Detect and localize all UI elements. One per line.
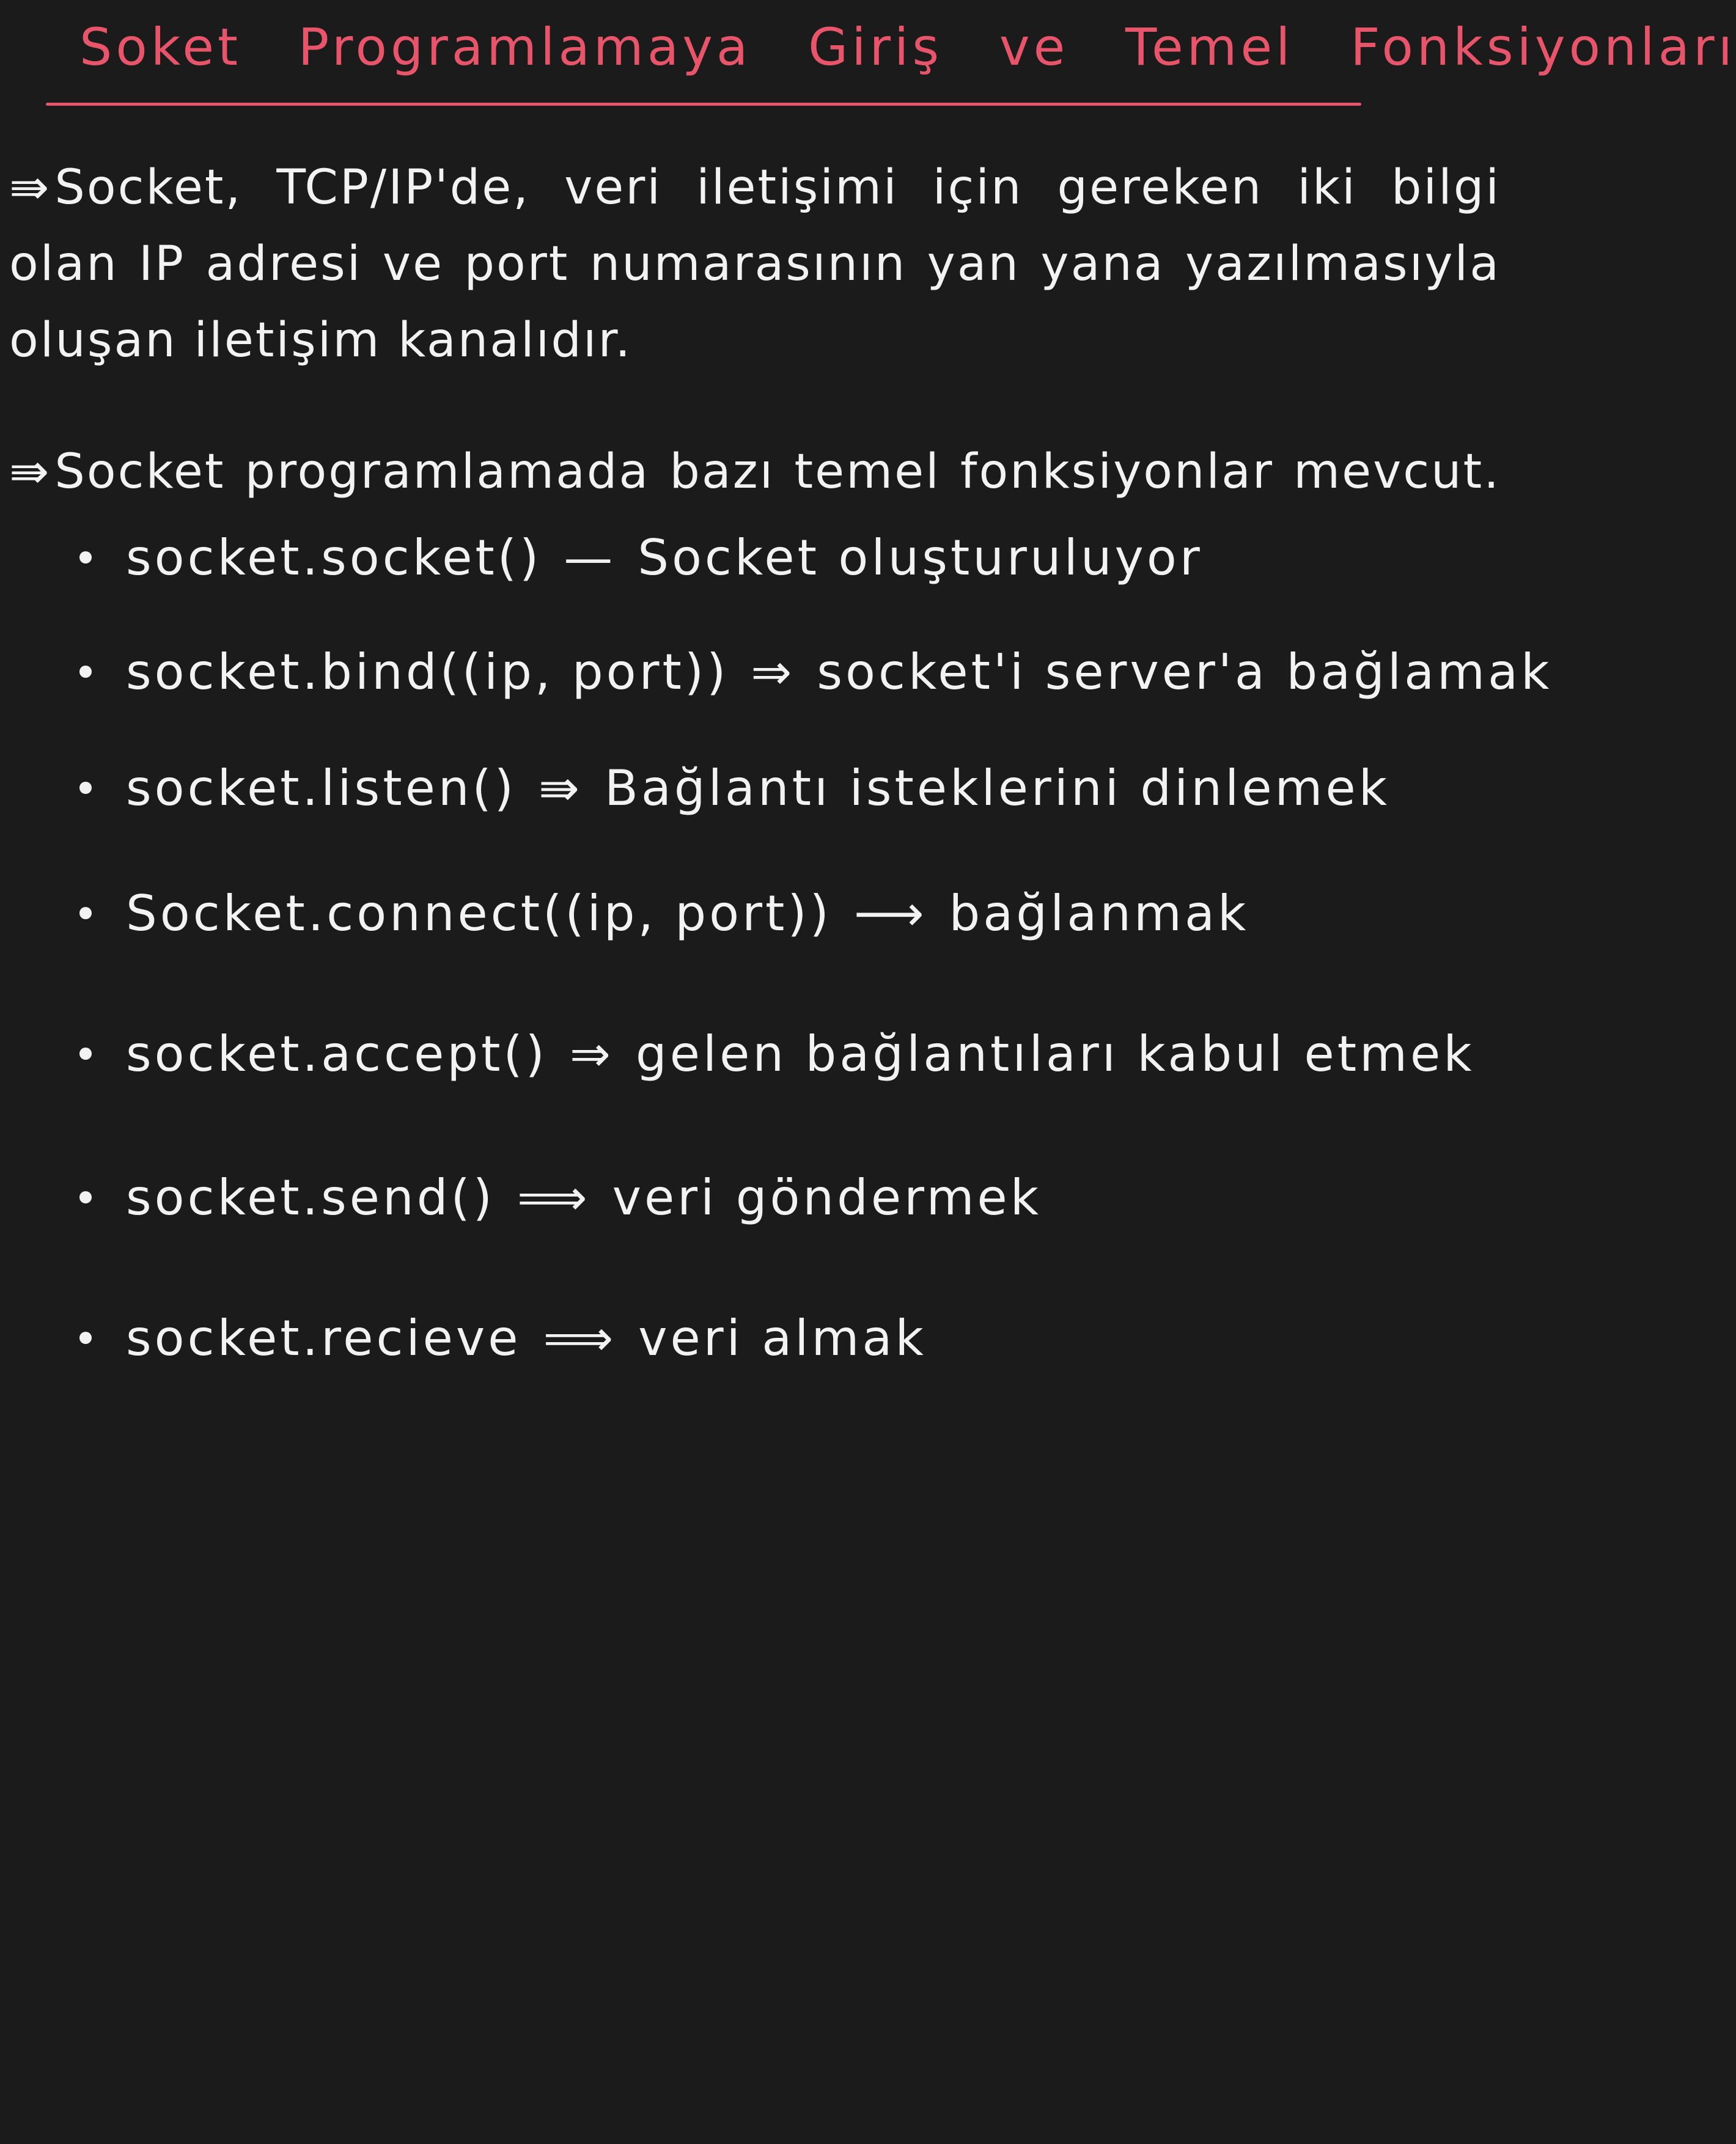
definition-line-3: oluşan iletişim kanalıdır. [9,313,633,368]
bullet-dot-icon [79,1048,92,1060]
bullet-dot-icon [79,782,92,794]
function-description: Socket oluşturuluyor [638,529,1203,586]
function-item-bind [79,639,1553,706]
function-item-send [79,1164,1498,1232]
functions-intro-paragraph [9,434,1501,510]
function-description: socket'i server'a bağlamak [817,644,1553,700]
dash-separator-icon: — [564,529,616,586]
functions-intro-line [9,434,1501,510]
socket-definition-paragraph [9,150,1501,379]
definition-line-1-text: Socket, TCP/IP'de, veri iletişimi için gereken iki bilgi [54,160,1501,215]
function-name: socket.send() [126,1169,495,1226]
definition-line-2: olan IP adresi ve port numarasının yan yana yazılmasıyla [9,237,1501,292]
function-description: bağlanmak [949,885,1249,942]
triple-arrow-icon: ⇛ [9,444,51,499]
functions-intro-text: Socket programlamada bazı temel fonksiyonlar mevcut. [54,444,1501,499]
arrow-separator-icon: ⟶ [853,885,927,942]
arrow-separator-icon: ⟹ [543,1310,617,1367]
function-description: veri almak [638,1310,927,1367]
page-title: Soket Programlamaya Giriş ve Temel Fonksiyonları [79,17,1736,77]
function-description: gelen bağlantıları kabul etmek [635,1026,1475,1082]
function-name: socket.listen() [126,760,517,817]
title-underline [46,103,1361,106]
function-name: socket.bind((ip, port)) [126,644,729,700]
arrow-separator-icon: ⇒ [751,644,795,700]
function-description: Bağlantı isteklerini dinlemek [604,760,1391,817]
arrow-separator-icon: ⇒ [569,1026,614,1082]
function-item-accept [79,1021,1498,1088]
bullet-dot-icon [79,551,92,564]
function-name: socket.socket() [126,529,542,586]
function-name: Socket.connect((ip, port)) [126,885,832,942]
function-item-socket [79,524,1498,592]
definition-line-1 [9,150,1501,226]
function-description: veri göndermek [612,1169,1042,1226]
bullet-dot-icon [79,666,92,678]
arrow-separator-icon: ⇛ [538,760,583,817]
function-name: socket.accept() [126,1026,548,1082]
function-item-connect [79,880,1498,947]
bullet-dot-icon [79,907,92,919]
bullet-dot-icon [79,1191,92,1203]
triple-arrow-icon: ⇛ [9,160,51,215]
function-item-listen [79,755,1498,822]
function-name: socket.recieve [126,1310,521,1367]
function-item-recieve [79,1305,1498,1372]
bullet-dot-icon [79,1332,92,1344]
arrow-separator-icon: ⟹ [517,1169,590,1226]
